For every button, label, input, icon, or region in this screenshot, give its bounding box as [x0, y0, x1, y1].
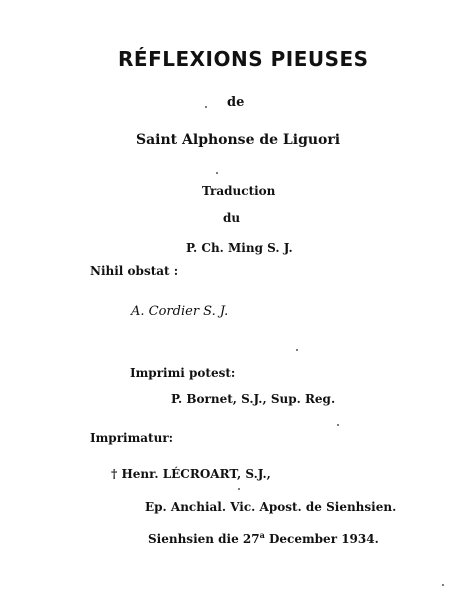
- date-prefix: Sienhsien die 27: [148, 532, 260, 546]
- author-preposition: de: [227, 95, 245, 110]
- translation-preposition: du: [223, 211, 241, 225]
- translator-name: P. Ch. Ming S. J.: [186, 241, 293, 255]
- date-suffix: December 1934.: [264, 532, 379, 546]
- print-speck: [216, 172, 218, 174]
- translation-label: Traduction: [202, 184, 276, 198]
- print-speck: [296, 349, 298, 351]
- imprimi-potest-name: P. Bornet, S.J., Sup. Reg.: [171, 392, 336, 406]
- print-speck: [238, 488, 240, 490]
- imprimatur-title: Ep. Anchial. Vic. Apost. de Sienhsien.: [145, 500, 397, 514]
- print-speck: [337, 424, 339, 426]
- nihil-obstat-label: Nihil obstat :: [90, 264, 179, 278]
- nihil-obstat-name: A. Cordier S. J.: [131, 304, 229, 319]
- date-superscript: a: [259, 530, 265, 540]
- print-speck: [205, 106, 207, 108]
- imprimi-potest-label: Imprimi potest:: [130, 366, 236, 380]
- imprimatur-label: Imprimatur:: [90, 431, 174, 445]
- print-speck: [442, 584, 444, 586]
- imprimatur-name: † Henr. LÉCROART, S.J.,: [111, 467, 271, 481]
- imprimatur-date: [148, 531, 379, 545]
- book-title: RÉFLEXIONS PIEUSES: [118, 47, 369, 71]
- author-name: Saint Alphonse de Liguori: [136, 132, 341, 148]
